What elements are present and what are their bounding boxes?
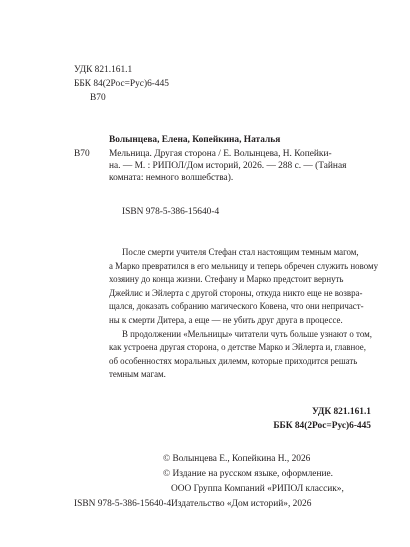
authors-heading: Волынцева, Елена, Копейкина, Наталья [109,135,281,145]
isbn-record: ISBN 978-5-386-15640-4 [122,207,220,217]
annotation-line: об особенностях моральных дилемм, которые приходится решать [109,355,358,366]
bibliographic-line: комната: немного волшебства). [109,173,234,183]
copyright-block [163,452,344,512]
copyright-line: © Волынцева Е., Копейкина Н., 2026 [163,454,311,464]
author-mark-top: В70 [90,93,106,103]
bibliographic-line: Мельница. Другая сторона / Е. Волынцева, Н. Копейки- [109,149,332,159]
bibliographic-line: на. — М. : РИПОЛ/Дом историй, 2026. — 288 с. — (Тайная [109,161,347,171]
annotation-line: ны к смерти Дитера, а еще — не убить друг друга в процессе. [109,314,343,325]
author-mark: В70 [74,149,90,159]
annotation-line: хозяину до конца жизни. Стефану и Марко предстоит вернуть [109,274,344,285]
udk-code-bottom: УДК 821.161.1 [311,407,371,417]
copyright-line: © Издание на русском языке, оформление. [163,469,333,479]
annotation-line: В продолжении «Мельницы» читатели чуть больше узнают о том, [122,328,372,339]
annotation-line: а Марко превратился в его мельницу и теперь обречен служить новому [109,260,379,271]
copyright-line: ООО Группа Компаний «РИПОЛ классик», [171,484,344,494]
udk-code-top: УДК 821.161.1 [74,65,133,75]
bibliographic-description [109,148,371,184]
annotation [109,246,379,382]
annotation-line: щался, доказать собранию магического Ковена, что они непричаст- [109,301,364,312]
copyright-line: Издательство «Дом историй», 2026 [171,499,312,509]
annotation-line: как устроена другая сторона, о детстве Марко и Эйлерта и, главное, [109,342,366,353]
annotation-line: Джейлис и Эйлерта с другой стороны, откуда никто еще не возвра- [109,287,363,298]
bbk-code-bottom: ББК 84(2Рос=Рус)6-445 [273,421,371,431]
bbk-code-top: ББК 84(2Рос=Рус)6-445 [74,79,169,89]
annotation-line: темным магам. [109,369,166,380]
annotation-line: После смерти учителя Стефан стал настоящим темным магом, [122,247,359,257]
isbn-bottom: ISBN 978-5-386-15640-4 [74,499,172,509]
